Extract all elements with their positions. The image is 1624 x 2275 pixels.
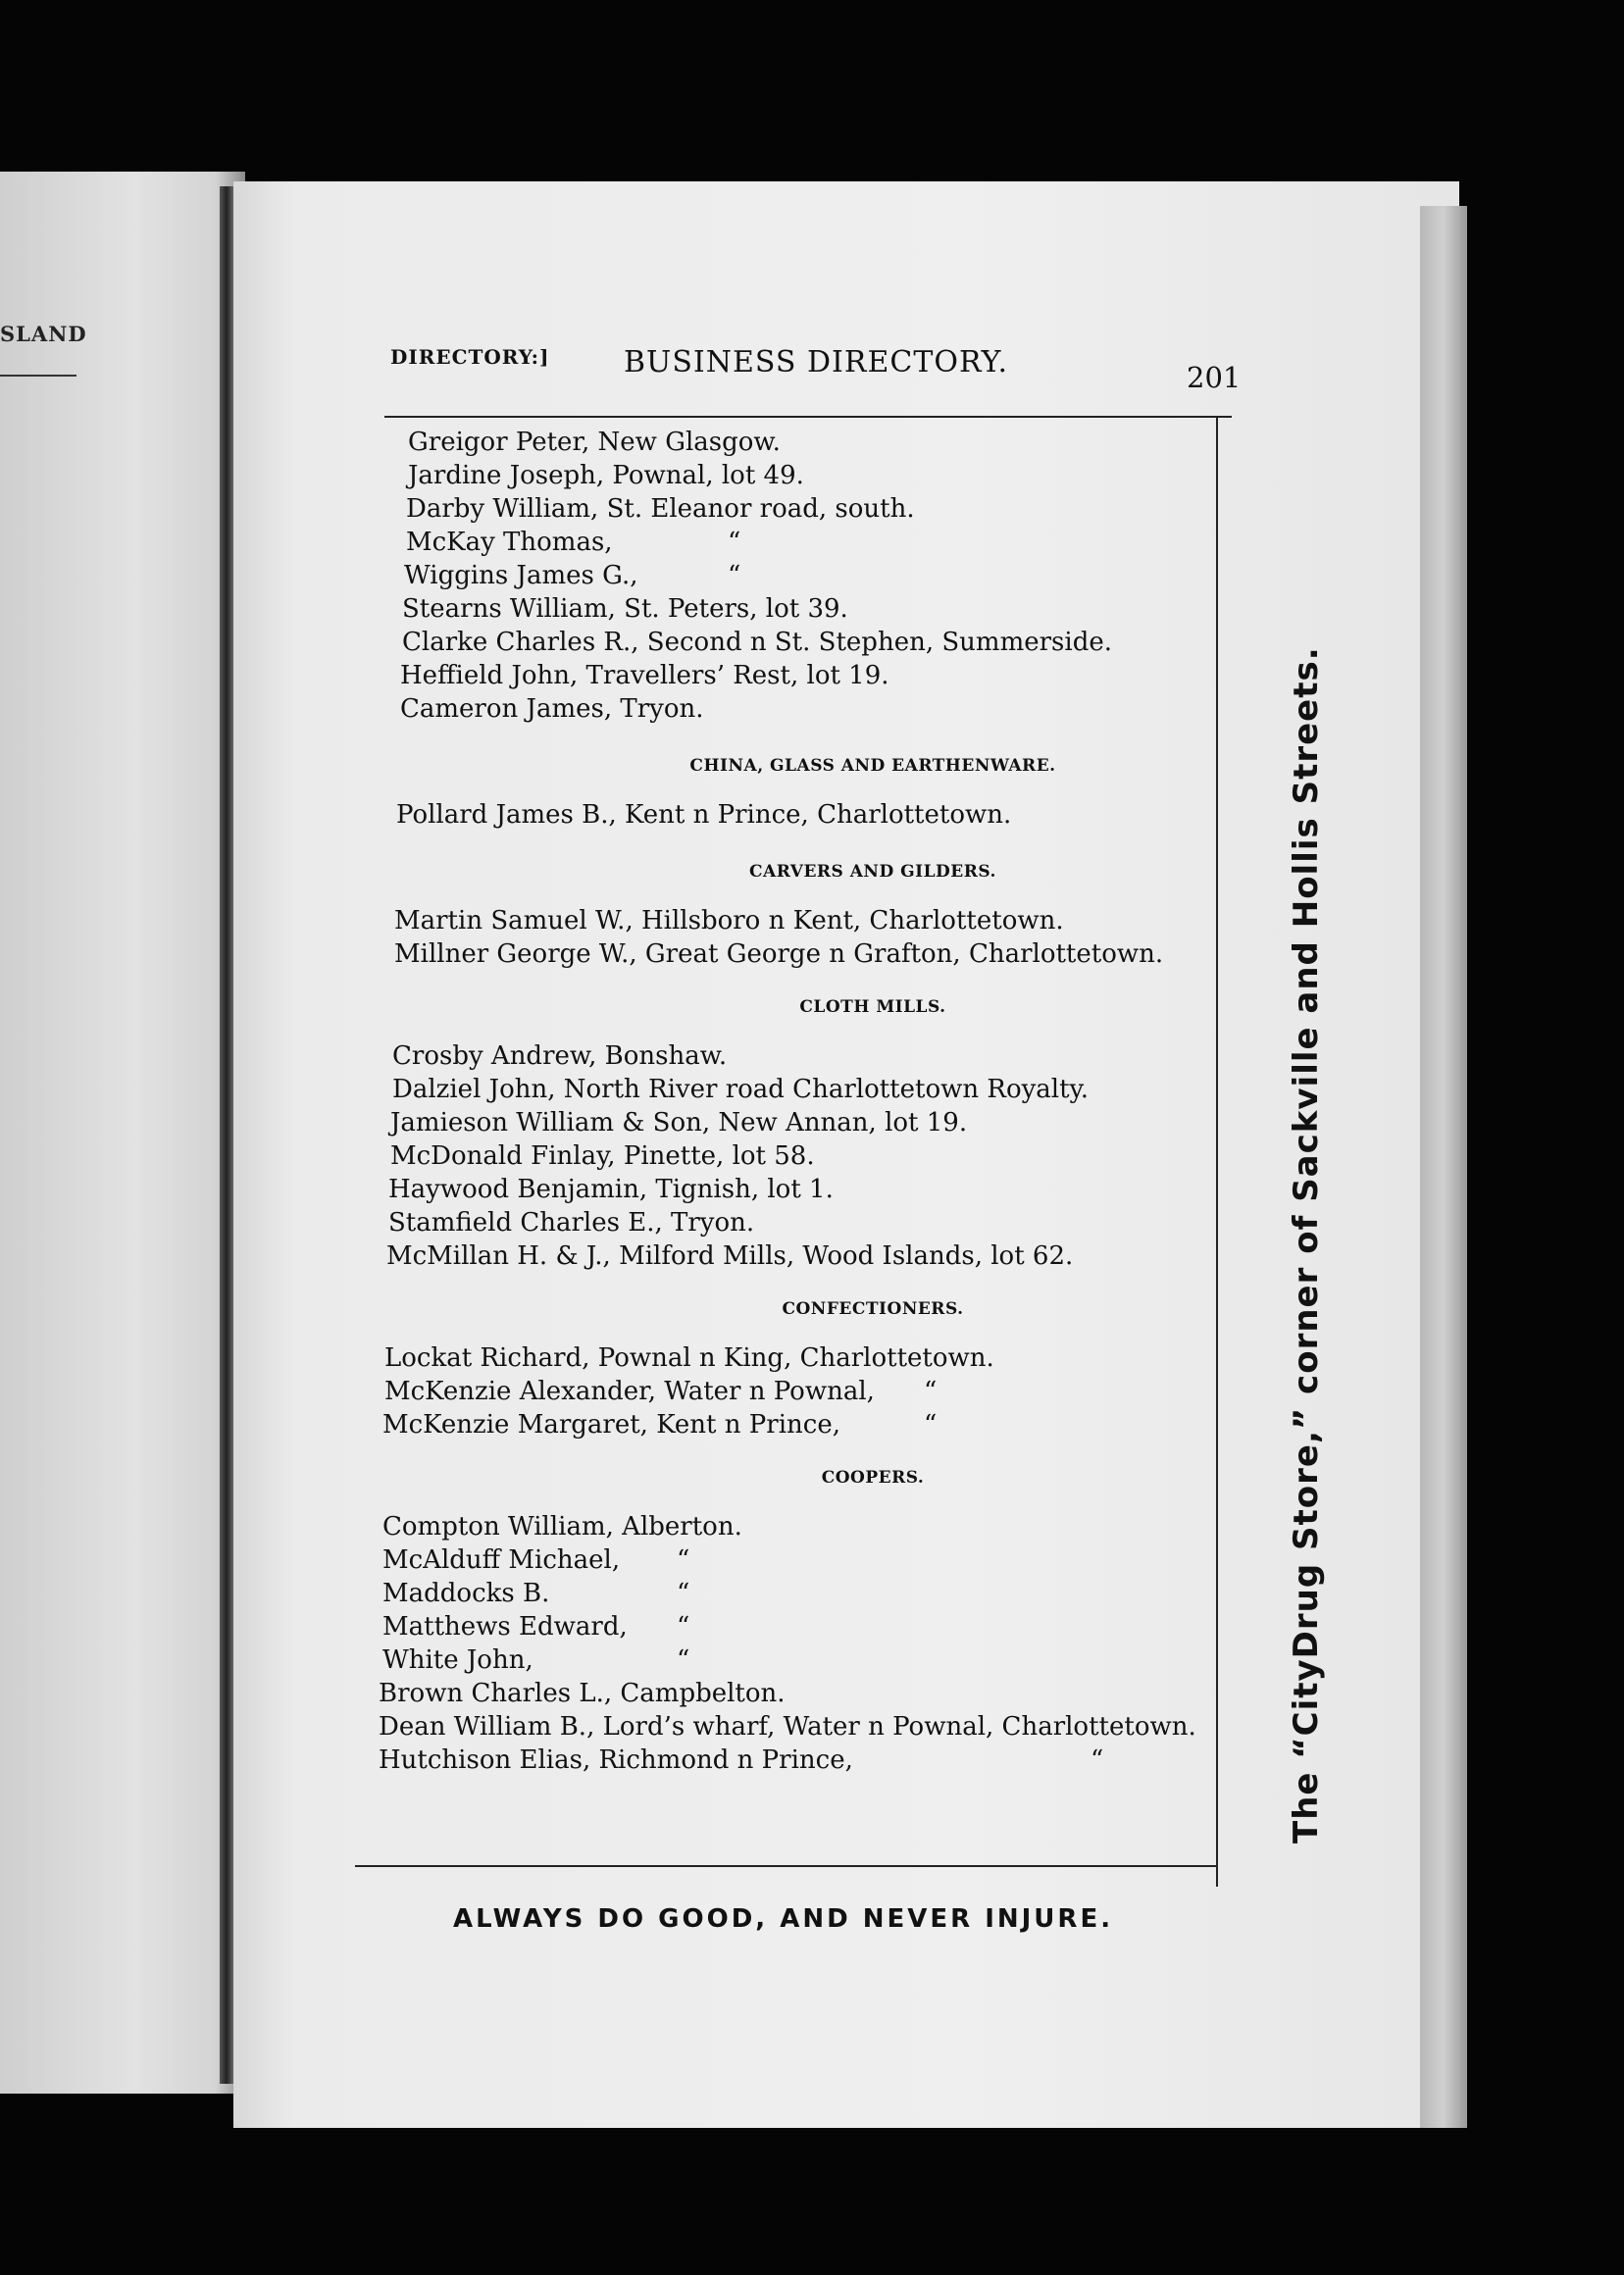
directory-entry: [363, 1206, 1226, 1239]
entry-text: Jardine Joseph, Pownal, lot 49.: [408, 461, 804, 490]
ditto-mark: “: [677, 1545, 690, 1575]
section-title: CHINA, GLASS AND EARTHENWARE.: [689, 756, 1056, 776]
page-edge: [1420, 206, 1467, 2128]
directory-entry: [363, 1173, 1226, 1206]
running-head-left: DIRECTORY:]: [390, 345, 550, 369]
directory-entry: [363, 798, 1226, 832]
directory-section: [363, 749, 1226, 832]
directory-entry: [363, 1139, 1226, 1173]
directory-entry: [363, 1408, 1226, 1441]
entry-text: Clarke Charles R., Second n St. Stephen, Summerside.: [402, 628, 1112, 657]
directory-entry: [363, 692, 1226, 726]
left-page-rule: [0, 375, 76, 377]
directory-entry: [363, 1073, 1226, 1106]
entry-text: McKenzie Margaret, Kent n Prince,: [382, 1410, 840, 1440]
directory-section: [363, 426, 1226, 726]
footer-rule: [355, 1865, 1218, 1867]
entry-text: Maddocks B.: [382, 1579, 550, 1608]
ditto-mark: “: [924, 1410, 938, 1440]
entry-text: McDonald Finlay, Pinette, lot 58.: [390, 1141, 815, 1171]
directory-entry: [363, 559, 1226, 592]
directory-entry: [363, 659, 1226, 692]
ditto-mark: “: [677, 1579, 690, 1608]
directory-entry: [363, 492, 1226, 526]
directory-entry: [363, 1039, 1226, 1073]
ditto-mark: “: [1091, 1745, 1104, 1775]
directory-entry: [363, 626, 1226, 659]
directory-entry: [363, 1510, 1226, 1543]
section-title: CLOTH MILLS.: [799, 997, 946, 1017]
ditto-mark: “: [924, 1377, 938, 1406]
directory-entry: [363, 592, 1226, 626]
entry-text: McKenzie Alexander, Water n Pownal,: [384, 1377, 875, 1406]
directory-entry: [363, 1610, 1226, 1643]
entry-text: McKay Thomas,: [406, 528, 613, 557]
ditto-mark: “: [728, 561, 741, 590]
directory-entry: [363, 1577, 1226, 1610]
directory-entry: [363, 1710, 1226, 1744]
directory-entry: [363, 1677, 1226, 1710]
ditto-mark: “: [728, 528, 741, 557]
entry-text: Wiggins James G.,: [404, 561, 638, 590]
entry-text: Compton William, Alberton.: [382, 1512, 742, 1542]
directory-listing: [363, 416, 1226, 1777]
entry-text: Hutchison Elias, Richmond n Prince,: [379, 1745, 853, 1775]
entry-text: Pollard James B., Kent n Prince, Charlottetown.: [396, 800, 1012, 830]
running-head-title: BUSINESS DIRECTORY.: [624, 345, 1009, 379]
section-title: CARVERS AND GILDERS.: [749, 862, 996, 882]
section-title: COOPERS.: [821, 1468, 925, 1488]
entry-text: Dalziel John, North River road Charlottetown Royalty.: [392, 1075, 1090, 1104]
book-spine: [220, 186, 233, 2084]
entry-text: Darby William, St. Eleanor road, south.: [406, 494, 915, 524]
left-page: [0, 172, 245, 2094]
ditto-mark: “: [677, 1645, 690, 1675]
entry-text: Stearns William, St. Peters, lot 39.: [402, 594, 848, 624]
directory-entry: [363, 1643, 1226, 1677]
page-number: 201: [1187, 361, 1242, 394]
advert-column-rule: [1216, 416, 1218, 1887]
directory-entry: [363, 1543, 1226, 1577]
entry-text: Cameron James, Tryon.: [400, 694, 704, 724]
side-advertisement: The “CityDrug Store,” corner of Sackville and Hollis Streets.: [1287, 646, 1326, 1844]
left-page-running-head: SLAND: [0, 322, 87, 346]
directory-entry: [363, 426, 1226, 459]
entry-text: Stamfield Charles E., Tryon.: [388, 1208, 755, 1238]
directory-entry: [363, 937, 1226, 971]
entry-text: Lockat Richard, Pownal n King, Charlottetown.: [384, 1343, 994, 1373]
directory-entry: [363, 526, 1226, 559]
directory-section: [363, 1461, 1226, 1777]
entry-text: Crosby Andrew, Bonshaw.: [392, 1041, 728, 1071]
directory-section: [363, 1292, 1226, 1441]
directory-entry: [363, 1239, 1226, 1273]
directory-section: [363, 855, 1226, 971]
entry-text: Martin Samuel W., Hillsboro n Kent, Charlottetown.: [394, 906, 1064, 935]
directory-entry: [363, 1375, 1226, 1408]
entry-text: Dean William B., Lord’s wharf, Water n Pownal, Charlottetown.: [379, 1712, 1196, 1742]
entry-text: Haywood Benjamin, Tignish, lot 1.: [388, 1175, 834, 1204]
directory-entry: [363, 1341, 1226, 1375]
directory-entry: [363, 459, 1226, 492]
entry-text: Brown Charles L., Campbelton.: [379, 1679, 786, 1708]
entry-text: Matthews Edward,: [382, 1612, 628, 1642]
entry-text: Jamieson William & Son, New Annan, lot 19.: [390, 1108, 968, 1138]
entry-text: McAlduff Michael,: [382, 1545, 621, 1575]
entry-text: White John,: [382, 1645, 533, 1675]
entry-text: McMillan H. & J., Milford Mills, Wood Islands, lot 62.: [386, 1241, 1074, 1271]
footer-motto: ALWAYS DO GOOD, AND NEVER INJURE.: [453, 1904, 1114, 1934]
ditto-mark: “: [677, 1612, 690, 1642]
section-title: CONFECTIONERS.: [782, 1299, 964, 1319]
entry-text: Heffield John, Travellers’ Rest, lot 19.: [400, 661, 889, 690]
entry-text: Millner George W., Great George n Grafton, Charlottetown.: [394, 939, 1164, 969]
directory-entry: [363, 904, 1226, 937]
directory-section: [363, 990, 1226, 1273]
directory-entry: [363, 1744, 1226, 1777]
directory-entry: [363, 1106, 1226, 1139]
entry-text: Greigor Peter, New Glasgow.: [408, 428, 781, 457]
